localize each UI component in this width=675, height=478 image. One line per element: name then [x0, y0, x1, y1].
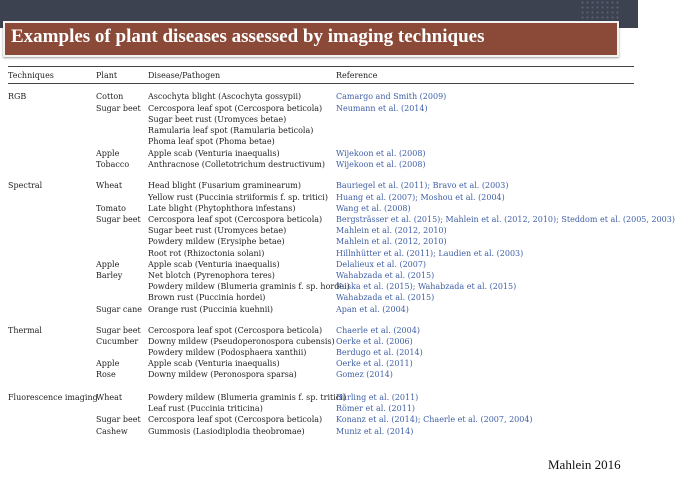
disease-cell: Anthracnose (Colletotrichum destructivum) — [148, 160, 325, 169]
plant-cell: Cashew — [96, 427, 128, 436]
reference-cell[interactable]: Wijekoon et al. (2008) — [336, 160, 426, 169]
reference-cell[interactable]: Neumann et al. (2014) — [336, 104, 428, 113]
disease-cell: Cercospora leaf spot (Cercospora beticola) — [148, 215, 323, 224]
plant-cell: Sugar beet — [96, 104, 141, 113]
reference-cell[interactable]: Apan et al. (2004) — [336, 305, 409, 314]
plant-cell: Sugar beet — [96, 326, 141, 335]
plant-cell: Apple — [96, 359, 120, 368]
plant-cell: Sugar beet — [96, 415, 141, 424]
disease-cell: Gummosis (Lasiodiplodia theobromae) — [148, 427, 305, 436]
disease-cell: Yellow rust (Puccinia striiformis f. sp. tritici) — [148, 193, 328, 202]
disease-cell: Net blotch (Pyrenophora teres) — [148, 271, 275, 280]
disease-cell: Powdery mildew (Blumeria graminis f. sp. hordei) — [148, 282, 350, 291]
reference-cell[interactable]: Oerke et al. (2011) — [336, 359, 413, 368]
technique-cell: Thermal — [8, 326, 42, 335]
plant-cell: Cucumber — [96, 337, 139, 346]
disease-cell: Apple scab (Venturia inaequalis) — [148, 260, 280, 269]
plant-cell: Sugar beet — [96, 215, 141, 224]
disease-cell: Powdery mildew (Podosphaera xanthii) — [148, 348, 307, 357]
reference-cell[interactable]: Wijekoon et al. (2008) — [336, 149, 426, 158]
reference-cell[interactable]: Bergsträsser et al. (2015); Mahlein et al. (2012, 2010); Steddom et al. (2005, 2003) — [336, 215, 675, 224]
disease-cell: Apple scab (Venturia inaequalis) — [148, 149, 280, 158]
disease-cell: Ramularia leaf spot (Ramularia beticola) — [148, 126, 314, 135]
table-header — [8, 66, 636, 84]
slide-title: Examples of plant diseases assessed by imaging techniques — [11, 26, 485, 47]
disease-cell: Apple scab (Venturia inaequalis) — [148, 359, 280, 368]
plant-cell: Sugar cane — [96, 305, 143, 314]
reference-cell[interactable]: Hillnhütter et al. (2011); Laudien et al. (2003) — [336, 249, 524, 258]
reference-cell[interactable]: Berdugo et al. (2014) — [336, 348, 423, 357]
technique-cell: Spectral — [8, 181, 43, 190]
plant-cell: Barley — [96, 271, 123, 280]
credit-label: Mahlein 2016 — [548, 457, 621, 472]
disease-cell: Brown rust (Puccinia hordei) — [148, 293, 266, 302]
plant-cell: Apple — [96, 260, 120, 269]
reference-cell[interactable]: Bauriegel et al. (2011); Bravo et al. (2003) — [336, 181, 509, 190]
disease-cell: Root rot (Rhizoctonia solani) — [148, 249, 265, 258]
technique-cell: Fluorescence imaging — [8, 393, 98, 402]
disease-cell: Cercospora leaf spot (Cercospora beticola) — [148, 415, 323, 424]
plant-cell: Tomato — [96, 204, 126, 213]
disease-cell: Sugar beet rust (Uromyces betae) — [148, 226, 287, 235]
header-techniques: Techniques — [8, 71, 54, 80]
disease-cell: Ascochyta blight (Ascochyta gossypii) — [148, 92, 302, 101]
disease-cell: Powdery mildew (Blumeria graminis f. sp. tritici) — [148, 393, 346, 402]
disease-cell: Orange rust (Puccinia kuehnii) — [148, 305, 274, 314]
plant-cell: Cotton — [96, 92, 124, 101]
reference-cell[interactable]: Kuska et al. (2015); Wahabzada et al. (2015) — [336, 282, 517, 291]
reference-cell[interactable]: Wang et al. (2008) — [336, 204, 411, 213]
reference-cell[interactable]: Huang et al. (2007); Moshou et al. (2004) — [336, 193, 505, 202]
disease-cell: Late blight (Phytophthora infestans) — [148, 204, 296, 213]
reference-cell[interactable]: Wahabzada et al. (2015) — [336, 271, 435, 280]
reference-cell[interactable]: Gomez (2014) — [336, 370, 393, 379]
reference-cell[interactable]: Bürling et al. (2011) — [336, 393, 419, 402]
reference-cell[interactable]: Muniz et al. (2014) — [336, 427, 414, 436]
header-plant: Plant — [96, 71, 118, 80]
disease-cell: Leaf rust (Puccinia triticina) — [148, 404, 263, 413]
technique-cell: RGB — [8, 92, 27, 101]
disease-cell: Cercospora leaf spot (Cercospora beticola) — [148, 104, 323, 113]
disease-cell: Phoma leaf spot (Phoma betae) — [148, 137, 275, 146]
disease-cell: Downy mildew (Pseudoperonospora cubensis) — [148, 337, 335, 346]
title-banner — [3, 21, 619, 57]
reference-cell[interactable]: Römer et al. (2011) — [336, 404, 416, 413]
reference-cell[interactable]: Konanz et al. (2014); Chaerle et al. (2007, 2004) — [336, 415, 533, 424]
reference-cell[interactable]: Delalieux et al. (2007) — [336, 260, 427, 269]
reference-cell[interactable]: Mahlein et al. (2012, 2010) — [336, 237, 447, 246]
table-top-rule — [8, 66, 634, 67]
reference-cell[interactable]: Chaerle et al. (2004) — [336, 326, 420, 335]
disease-cell: Sugar beet rust (Uromyces betae) — [148, 115, 287, 124]
plant-cell: Rose — [96, 370, 116, 379]
reference-cell[interactable]: Wahabzada et al. (2015) — [336, 293, 435, 302]
reference-cell[interactable]: Oerke et al. (2006) — [336, 337, 413, 346]
disease-cell: Powdery mildew (Erysiphe betae) — [148, 237, 285, 246]
plant-cell: Tobacco — [96, 160, 130, 169]
disease-cell: Head blight (Fusarium graminearum) — [148, 181, 301, 190]
disease-cell: Downy mildew (Peronospora sparsa) — [148, 370, 297, 379]
reference-cell[interactable]: Mahlein et al. (2012, 2010) — [336, 226, 447, 235]
header-disease: Disease/Pathogen — [148, 71, 221, 80]
disease-cell: Cercospora leaf spot (Cercospora beticola) — [148, 326, 323, 335]
reference-cell[interactable]: Camargo and Smith (2009) — [336, 92, 447, 101]
plant-cell: Wheat — [96, 393, 123, 402]
header-reference: Reference — [336, 71, 378, 80]
plant-cell: Apple — [96, 149, 120, 158]
table-header-rule — [8, 83, 634, 84]
plant-cell: Wheat — [96, 181, 123, 190]
